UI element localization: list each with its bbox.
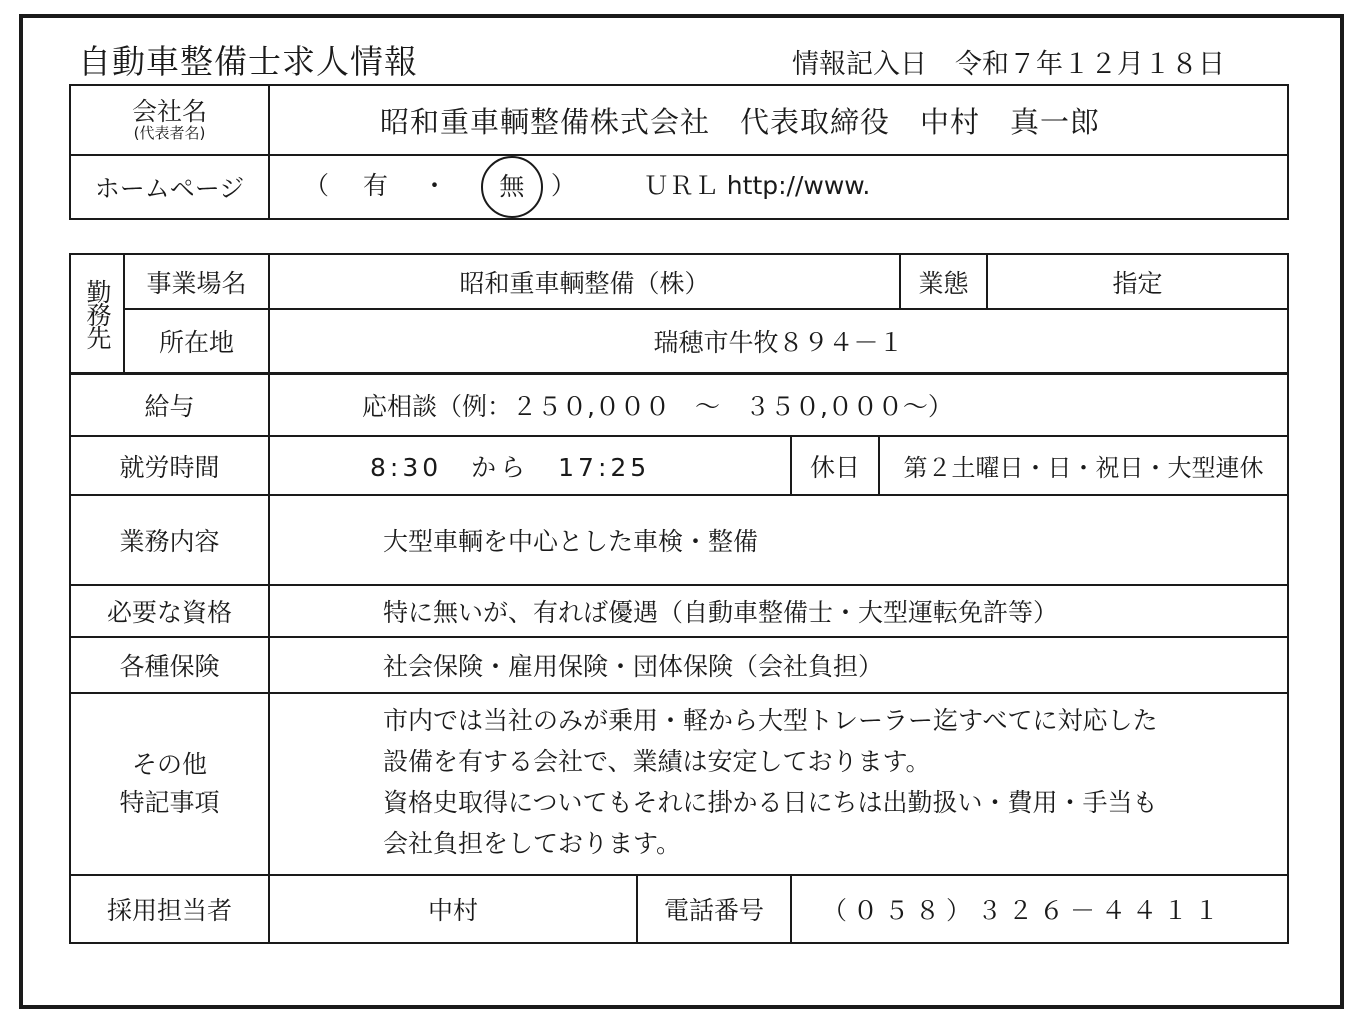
homepage-close-paren: ） [550, 171, 576, 200]
notes-label-line2: 特記事項 [119, 788, 220, 817]
company-sublabel: (代表者名) [133, 124, 206, 142]
business-label: 業態 [900, 254, 987, 309]
company-table [69, 84, 1289, 220]
holiday-value: 第２土曜日・日・祝日・大型連休 [879, 436, 1288, 495]
homepage-separator: ・ [421, 171, 447, 200]
hours-value: 8:30 から 17:25 [269, 436, 791, 495]
salary-value: 応相談（例：２５０,０００ ～ ３５０,０００～） [269, 374, 1288, 436]
site-label: 事業場名 [124, 254, 269, 309]
company-value: 昭和重車輌整備株式会社 代表取締役 中村 真一郎 [269, 85, 1288, 155]
site-value: 昭和重車輌整備（株） [269, 254, 900, 309]
address-value: 瑞穂市牛牧８９４－１ [269, 309, 1288, 373]
address-label: 所在地 [124, 309, 269, 373]
notes-line: 市内では当社のみが乗用・軽から大型トレーラー迄すべてに対応した [383, 706, 1158, 735]
duties-row [70, 495, 1288, 585]
workplace-group-label: 勤務先 [83, 279, 112, 348]
company-label: 会社名 [131, 97, 207, 126]
workplace-table [69, 253, 1289, 374]
insurance-value: 社会保険・雇用保険・団体保険（会社負担） [269, 637, 1288, 693]
salary-label: 給与 [70, 374, 269, 436]
hours-row [70, 436, 1288, 495]
document-title: 自動車整備士求人情報 [78, 42, 418, 81]
entry-date-value: 令和７年１２月１８日 [955, 49, 1225, 80]
qualifications-row [70, 585, 1288, 637]
workplace-group-cell [70, 254, 124, 373]
homepage-open-paren: （ [304, 171, 330, 200]
details-table [69, 373, 1289, 944]
holiday-label: 休日 [791, 436, 879, 495]
homepage-url-label: ＵＲＬ [643, 171, 719, 200]
workplace-site-row [70, 254, 1288, 309]
phone-label: 電話番号 [637, 875, 791, 943]
entry-date [792, 42, 1225, 81]
person-label: 採用担当者 [70, 875, 269, 943]
notes-label-line1: その他 [131, 750, 207, 779]
entry-date-label: 情報記入日 [792, 49, 927, 80]
insurance-label: 各種保険 [70, 637, 269, 693]
notes-line: 会社負担をしております。 [383, 829, 682, 858]
homepage-row [70, 155, 1288, 219]
business-value: 指定 [987, 254, 1288, 309]
workplace-address-row [70, 309, 1288, 373]
person-value: 中村 [269, 875, 637, 943]
company-label-cell [70, 85, 269, 155]
notes-line: 設備を有する会社で、業績は安定しております。 [383, 747, 931, 776]
phone-value: （０５８）３２６－４４１１ [791, 875, 1288, 943]
homepage-label: ホームページ [70, 155, 269, 219]
company-row [70, 85, 1288, 155]
homepage-url-value: http://www. [726, 171, 871, 200]
notes-line: 資格史取得についてもそれに掛かる日にちは出勤扱い・費用・手当も [383, 788, 1158, 817]
duties-value: 大型車輌を中心とした車検・整備 [269, 495, 1288, 585]
homepage-option-yes: 有 [362, 171, 388, 200]
homepage-option-no-circled: 無 [481, 156, 543, 218]
homepage-value-cell [269, 155, 1288, 219]
insurance-row [70, 637, 1288, 693]
notes-row [70, 693, 1288, 875]
notes-value-cell [269, 693, 1288, 875]
contact-row [70, 875, 1288, 943]
qualifications-value: 特に無いが、有れば優遇（自動車整備士・大型運転免許等） [269, 585, 1288, 637]
hours-label: 就労時間 [70, 436, 269, 495]
qualifications-label: 必要な資格 [70, 585, 269, 637]
notes-label-cell [70, 693, 269, 875]
salary-row [70, 374, 1288, 436]
duties-label: 業務内容 [70, 495, 269, 585]
